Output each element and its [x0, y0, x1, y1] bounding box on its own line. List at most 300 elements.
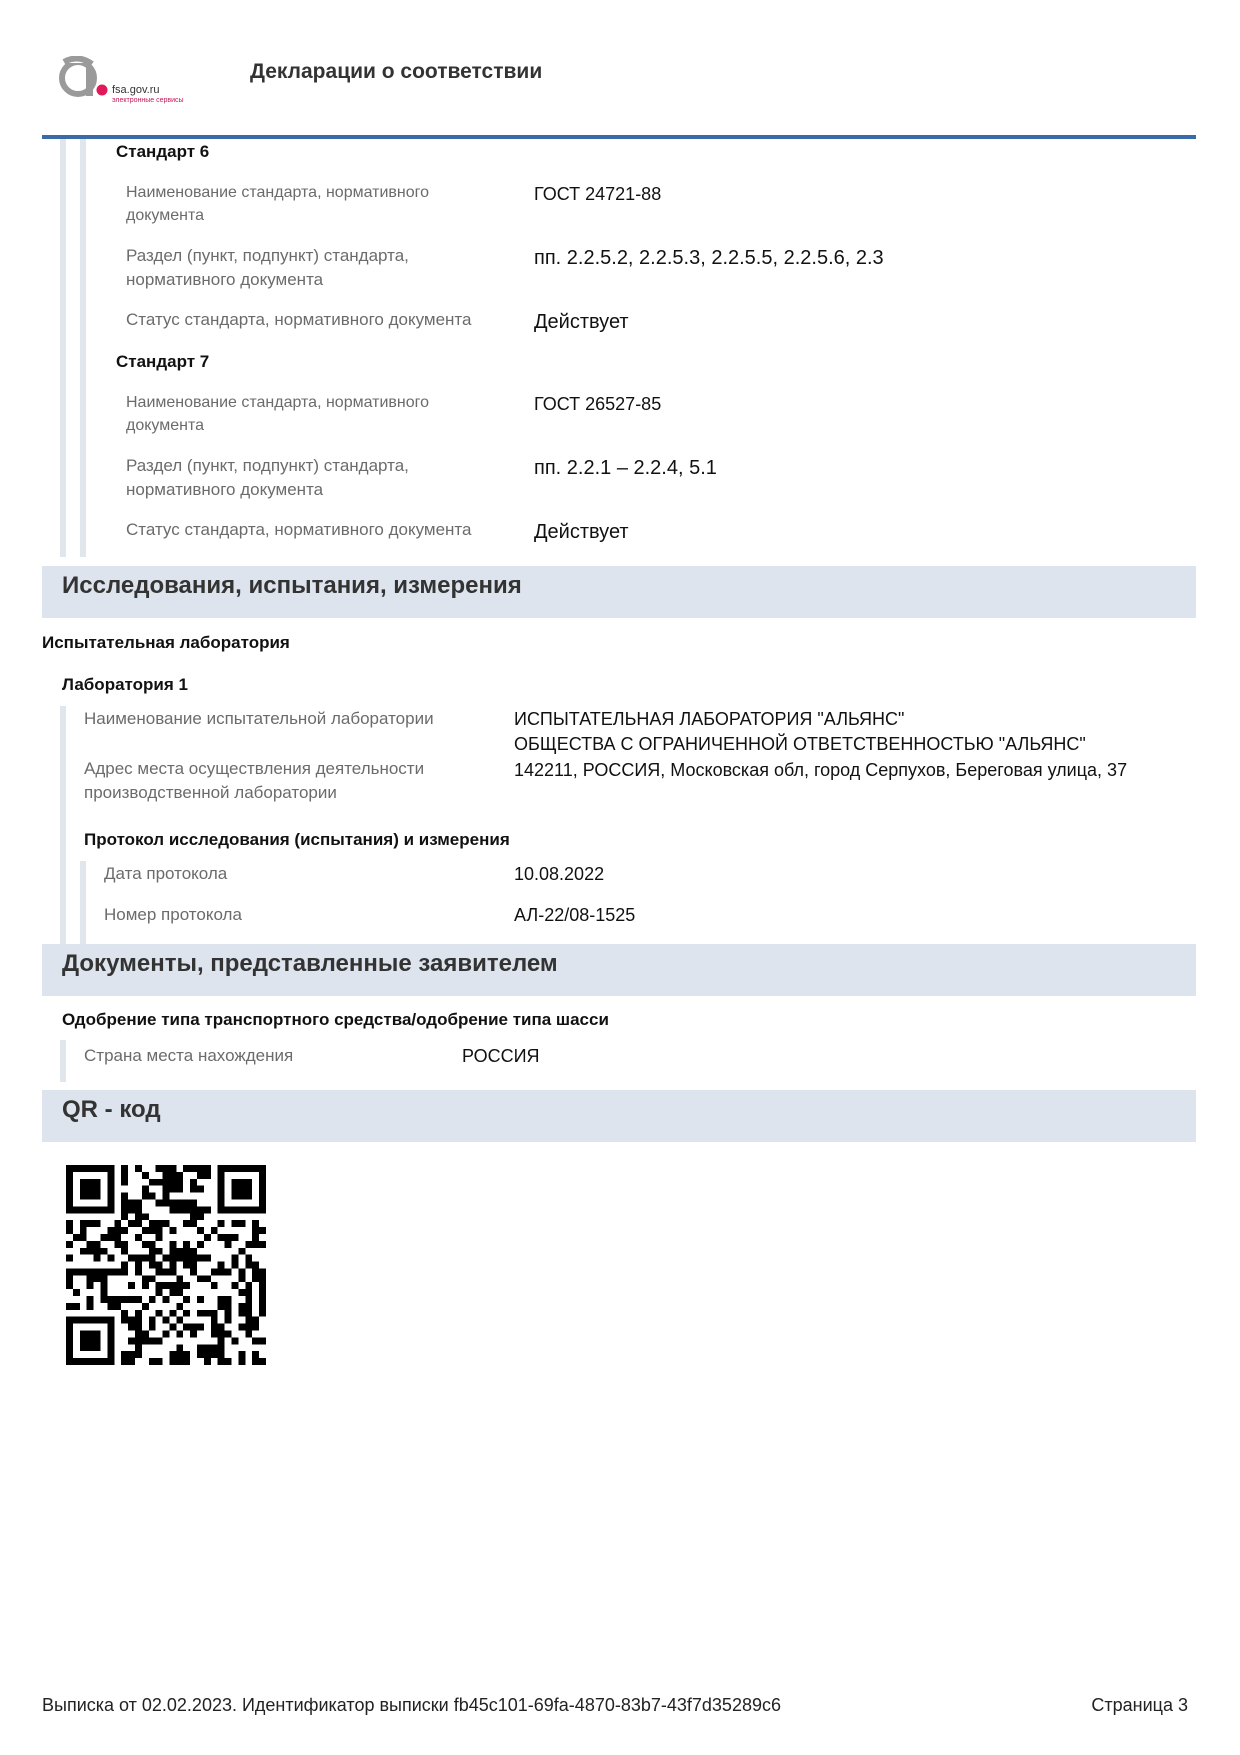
qr-module	[169, 1324, 176, 1331]
qr-module	[128, 1220, 135, 1227]
qr-module	[156, 1227, 163, 1234]
country-value: РОССИЯ	[462, 1046, 540, 1066]
qr-module	[80, 1220, 87, 1227]
qr-module	[211, 1344, 218, 1351]
qr-module	[245, 1193, 252, 1200]
qr-module	[163, 1282, 170, 1289]
qr-module	[190, 1248, 197, 1255]
qr-module	[66, 1351, 73, 1358]
qr-module	[94, 1193, 101, 1200]
qr-module	[87, 1206, 94, 1213]
qr-module	[169, 1248, 176, 1255]
qr-module	[87, 1268, 94, 1275]
standard-section-label: Раздел (пункт, подпункт) стандарта, нормативного документа	[126, 456, 409, 499]
header-divider	[42, 135, 1196, 139]
qr-module	[87, 1165, 94, 1172]
qr-module	[218, 1193, 225, 1200]
qr-module	[66, 1358, 73, 1365]
qr-module	[183, 1165, 190, 1172]
qr-module	[66, 1179, 73, 1186]
qr-module	[225, 1206, 232, 1213]
lab-guide-bar	[60, 706, 66, 944]
qr-module	[218, 1234, 225, 1241]
qr-module	[114, 1268, 121, 1275]
qr-module	[107, 1172, 114, 1179]
qr-module	[66, 1193, 73, 1200]
lab-heading: Испытательная лаборатория	[42, 633, 290, 652]
qr-module	[100, 1165, 107, 1172]
qr-module	[245, 1324, 252, 1331]
qr-module	[232, 1186, 239, 1193]
qr-module	[176, 1275, 183, 1282]
qr-module	[238, 1165, 245, 1172]
qr-module	[87, 1331, 94, 1338]
qr-module	[197, 1172, 204, 1179]
qr-module	[121, 1193, 128, 1200]
research-section-title: Исследования, испытания, измерения	[62, 572, 522, 599]
qr-module	[94, 1248, 101, 1255]
qr-module	[128, 1351, 135, 1358]
qr-module	[142, 1282, 149, 1289]
qr-module	[232, 1179, 239, 1186]
qr-module	[66, 1317, 73, 1324]
standard-title: Стандарт 7	[116, 352, 210, 371]
qr-module	[190, 1165, 197, 1172]
qr-module	[149, 1337, 156, 1344]
qr-module	[218, 1324, 225, 1331]
qr-module	[218, 1165, 225, 1172]
qr-module	[190, 1206, 197, 1213]
qr-module	[128, 1337, 135, 1344]
qr-module	[149, 1241, 156, 1248]
qr-module	[66, 1165, 73, 1172]
qr-module	[66, 1255, 73, 1262]
qr-module	[252, 1206, 259, 1213]
inner-guide-bar	[80, 139, 86, 557]
qr-module	[169, 1268, 176, 1275]
qr-module	[190, 1324, 197, 1331]
qr-module	[238, 1206, 245, 1213]
qr-module	[245, 1179, 252, 1186]
qr-module	[225, 1296, 232, 1303]
qr-module	[252, 1358, 259, 1365]
qr-module	[232, 1337, 239, 1344]
qr-module	[218, 1206, 225, 1213]
qr-module	[259, 1199, 266, 1206]
qr-module	[163, 1296, 170, 1303]
qr-module	[252, 1220, 259, 1227]
qr-module	[73, 1206, 80, 1213]
qr-module	[163, 1172, 170, 1179]
qr-module	[149, 1262, 156, 1269]
qr-module	[135, 1324, 142, 1331]
qr-module	[66, 1172, 73, 1179]
qr-module	[66, 1268, 73, 1275]
qr-module	[169, 1289, 176, 1296]
qr-module	[211, 1331, 218, 1338]
qr-module	[100, 1296, 107, 1303]
qr-module	[252, 1337, 259, 1344]
qr-module	[238, 1268, 245, 1275]
qr-module	[197, 1255, 204, 1262]
qr-module	[107, 1317, 114, 1324]
qr-module	[94, 1344, 101, 1351]
qr-module	[183, 1296, 190, 1303]
qr-module	[80, 1248, 87, 1255]
qr-module	[211, 1351, 218, 1358]
qr-module	[80, 1165, 87, 1172]
qr-module	[163, 1193, 170, 1200]
qr-module	[190, 1268, 197, 1275]
qr-module	[259, 1165, 266, 1172]
qr-module	[107, 1165, 114, 1172]
protocol-number-label: Номер протокола	[104, 905, 242, 924]
qr-module	[80, 1206, 87, 1213]
qr-module	[128, 1206, 135, 1213]
qr-section-title: QR - код	[62, 1096, 161, 1123]
qr-module	[107, 1337, 114, 1344]
qr-module	[176, 1282, 183, 1289]
qr-module	[218, 1268, 225, 1275]
qr-module	[156, 1337, 163, 1344]
standard-status-value: Действует	[534, 521, 629, 543]
qr-module	[142, 1275, 149, 1282]
qr-module	[66, 1241, 73, 1248]
qr-module	[100, 1289, 107, 1296]
qr-module	[259, 1206, 266, 1213]
qr-module	[211, 1282, 218, 1289]
qr-module	[121, 1358, 128, 1365]
qr-module	[259, 1193, 266, 1200]
qr-module	[259, 1310, 266, 1317]
qr-module	[238, 1193, 245, 1200]
qr-module	[80, 1234, 87, 1241]
qr-module	[66, 1275, 73, 1282]
qr-code	[66, 1165, 266, 1365]
qr-module	[238, 1275, 245, 1282]
qr-module	[218, 1179, 225, 1186]
qr-module	[218, 1344, 225, 1351]
qr-module	[238, 1179, 245, 1186]
qr-module	[66, 1303, 73, 1310]
qr-module	[87, 1186, 94, 1193]
qr-module	[87, 1344, 94, 1351]
qr-module	[80, 1358, 87, 1365]
qr-module	[87, 1220, 94, 1227]
qr-module	[163, 1268, 170, 1275]
qr-module	[94, 1268, 101, 1275]
lab-address-label: Адрес места осуществления деятельности производственной лаборатории	[84, 759, 425, 802]
standard-status-value: Действует	[534, 311, 629, 333]
qr-module	[197, 1344, 204, 1351]
qr-module	[94, 1220, 101, 1227]
qr-module	[142, 1337, 149, 1344]
qr-module	[100, 1268, 107, 1275]
qr-module	[94, 1255, 101, 1262]
country-label: Страна места нахождения	[84, 1046, 294, 1065]
qr-module	[107, 1206, 114, 1213]
qr-module	[225, 1234, 232, 1241]
qr-module	[218, 1331, 225, 1338]
qr-module	[252, 1227, 259, 1234]
qr-module	[169, 1351, 176, 1358]
qr-module	[259, 1296, 266, 1303]
qr-module	[259, 1186, 266, 1193]
qr-module	[225, 1268, 232, 1275]
qr-module	[114, 1303, 121, 1310]
qr-module	[245, 1206, 252, 1213]
qr-module	[176, 1358, 183, 1365]
qr-module	[197, 1296, 204, 1303]
qr-module	[259, 1282, 266, 1289]
qr-module	[211, 1310, 218, 1317]
logo-subtitle: электронные сервисы	[112, 97, 184, 104]
qr-module	[190, 1179, 197, 1186]
qr-module	[169, 1206, 176, 1213]
qr-module	[225, 1358, 232, 1365]
qr-module	[238, 1310, 245, 1317]
qr-module	[218, 1220, 225, 1227]
qr-module	[183, 1324, 190, 1331]
qr-module	[94, 1317, 101, 1324]
qr-module	[66, 1344, 73, 1351]
qr-module	[135, 1206, 142, 1213]
qr-module	[121, 1199, 128, 1206]
qr-module	[135, 1310, 142, 1317]
qr-module	[121, 1296, 128, 1303]
standard-section-label: Раздел (пункт, подпункт) стандарта, нормативного документа	[126, 246, 409, 289]
qr-module	[73, 1303, 80, 1310]
qr-module	[66, 1186, 73, 1193]
qr-module	[259, 1179, 266, 1186]
qr-module	[163, 1186, 170, 1193]
qr-module	[197, 1275, 204, 1282]
qr-module	[100, 1317, 107, 1324]
protocol-number-value: АЛ-22/08-1525	[514, 905, 636, 925]
qr-module	[135, 1199, 142, 1206]
approval-guide-bar	[60, 1040, 66, 1082]
qr-module	[135, 1234, 142, 1241]
footer-page-number: Страница 3	[1091, 1695, 1188, 1715]
qr-module	[114, 1227, 121, 1234]
qr-module	[73, 1358, 80, 1365]
qr-module	[169, 1262, 176, 1269]
qr-module	[176, 1255, 183, 1262]
lab-name-value: ОБЩЕСТВА С ОГРАНИЧЕННОЙ ОТВЕТСТВЕННОСТЬЮ "АЛЬЯНС"	[514, 734, 1086, 754]
qr-module	[156, 1268, 163, 1275]
qr-module	[218, 1358, 225, 1365]
qr-module	[252, 1165, 259, 1172]
qr-module	[128, 1282, 135, 1289]
qr-module	[87, 1275, 94, 1282]
qr-module	[204, 1255, 211, 1262]
qr-module	[107, 1234, 114, 1241]
qr-module	[94, 1337, 101, 1344]
qr-module	[259, 1268, 266, 1275]
outer-guide-bar	[60, 139, 66, 557]
qr-module	[156, 1179, 163, 1186]
qr-module	[156, 1199, 163, 1206]
qr-module	[121, 1213, 128, 1220]
qr-section-bar	[42, 1090, 1196, 1142]
qr-module	[87, 1282, 94, 1289]
qr-module	[259, 1172, 266, 1179]
qr-module	[245, 1289, 252, 1296]
qr-module	[176, 1179, 183, 1186]
qr-module	[114, 1234, 121, 1241]
qr-module	[156, 1220, 163, 1227]
qr-module	[156, 1234, 163, 1241]
standard-title: Стандарт 6	[116, 142, 210, 161]
qr-module	[232, 1165, 239, 1172]
qr-module	[94, 1275, 101, 1282]
qr-module	[190, 1331, 197, 1338]
qr-module	[80, 1227, 87, 1234]
qr-module	[259, 1303, 266, 1310]
qr-module	[245, 1255, 252, 1262]
qr-module	[121, 1241, 128, 1248]
qr-module	[204, 1358, 211, 1365]
qr-module	[100, 1275, 107, 1282]
qr-module	[142, 1193, 149, 1200]
qr-module	[169, 1358, 176, 1365]
qr-module	[142, 1213, 149, 1220]
qr-module	[73, 1317, 80, 1324]
qr-module	[156, 1282, 163, 1289]
qr-module	[87, 1303, 94, 1310]
qr-module	[73, 1165, 80, 1172]
qr-module	[211, 1317, 218, 1324]
qr-module	[66, 1331, 73, 1338]
qr-module	[204, 1275, 211, 1282]
qr-module	[121, 1165, 128, 1172]
qr-module	[197, 1213, 204, 1220]
qr-module	[66, 1227, 73, 1234]
qr-module	[121, 1248, 128, 1255]
qr-module	[169, 1310, 176, 1317]
qr-module	[190, 1213, 197, 1220]
qr-module	[94, 1241, 101, 1248]
qr-module	[135, 1213, 142, 1220]
qr-module	[66, 1199, 73, 1206]
qr-module	[100, 1234, 107, 1241]
qr-module	[73, 1268, 80, 1275]
qr-module	[87, 1337, 94, 1344]
qr-module	[176, 1172, 183, 1179]
standard-status-label: Статус стандарта, нормативного документа	[126, 310, 472, 329]
qr-module	[238, 1248, 245, 1255]
qr-module	[163, 1165, 170, 1172]
qr-module	[135, 1317, 142, 1324]
qr-module	[259, 1241, 266, 1248]
qr-module	[107, 1358, 114, 1365]
qr-module	[94, 1179, 101, 1186]
qr-module	[225, 1317, 232, 1324]
qr-module	[232, 1255, 239, 1262]
qr-module	[107, 1344, 114, 1351]
qr-module	[87, 1248, 94, 1255]
qr-module	[128, 1358, 135, 1365]
qr-module	[121, 1351, 128, 1358]
qr-module	[107, 1199, 114, 1206]
qr-module	[190, 1255, 197, 1262]
qr-module	[190, 1220, 197, 1227]
qr-module	[66, 1337, 73, 1344]
standard-name-value: ГОСТ 26527-85	[534, 394, 662, 414]
qr-module	[204, 1344, 211, 1351]
qr-module	[197, 1324, 204, 1331]
qr-module	[252, 1317, 259, 1324]
qr-module	[128, 1324, 135, 1331]
qr-module	[94, 1331, 101, 1338]
qr-module	[66, 1220, 73, 1227]
qr-module	[197, 1227, 204, 1234]
qr-module	[149, 1179, 156, 1186]
qr-module	[197, 1206, 204, 1213]
qr-module	[135, 1220, 142, 1227]
qr-module	[73, 1234, 80, 1241]
qr-module	[259, 1289, 266, 1296]
qr-module	[183, 1351, 190, 1358]
protocol-title: Протокол исследования (испытания) и измерения	[84, 830, 510, 849]
qr-module	[183, 1310, 190, 1317]
qr-module	[107, 1303, 114, 1310]
qr-module	[135, 1351, 142, 1358]
qr-module	[80, 1179, 87, 1186]
qr-module	[87, 1296, 94, 1303]
qr-module	[245, 1282, 252, 1289]
lab-name-value: ИСПЫТАТЕЛЬНАЯ ЛАБОРАТОРИЯ "АЛЬЯНС"	[514, 709, 905, 729]
qr-module	[218, 1351, 225, 1358]
qr-module	[245, 1317, 252, 1324]
qr-module	[149, 1193, 156, 1200]
qr-module	[156, 1289, 163, 1296]
qr-module	[183, 1199, 190, 1206]
qr-module	[135, 1165, 142, 1172]
qr-module	[149, 1227, 156, 1234]
qr-module	[107, 1179, 114, 1186]
qr-module	[94, 1358, 101, 1365]
qr-module	[176, 1344, 183, 1351]
qr-module	[66, 1324, 73, 1331]
qr-module	[142, 1241, 149, 1248]
qr-module	[156, 1310, 163, 1317]
qr-module	[87, 1179, 94, 1186]
qr-module	[128, 1255, 135, 1262]
qr-module	[204, 1310, 211, 1317]
qr-module	[163, 1255, 170, 1262]
qr-module	[156, 1358, 163, 1365]
qr-module	[176, 1317, 183, 1324]
protocol-guide-bar	[80, 861, 86, 944]
lab-name-label: Наименование испытательной лаборатории	[84, 709, 434, 728]
qr-module	[218, 1303, 225, 1310]
qr-module	[169, 1255, 176, 1262]
qr-module	[218, 1186, 225, 1193]
qr-module	[225, 1331, 232, 1338]
qr-module	[135, 1268, 142, 1275]
qr-module	[245, 1296, 252, 1303]
qr-module	[94, 1165, 101, 1172]
qr-module	[183, 1255, 190, 1262]
qr-module	[204, 1351, 211, 1358]
qr-module	[135, 1255, 142, 1262]
protocol-date-value: 10.08.2022	[514, 864, 605, 884]
qr-module	[197, 1351, 204, 1358]
qr-module	[80, 1193, 87, 1200]
standard-name-label: Наименование стандарта, нормативного документа	[126, 394, 430, 434]
qr-module	[252, 1275, 259, 1282]
